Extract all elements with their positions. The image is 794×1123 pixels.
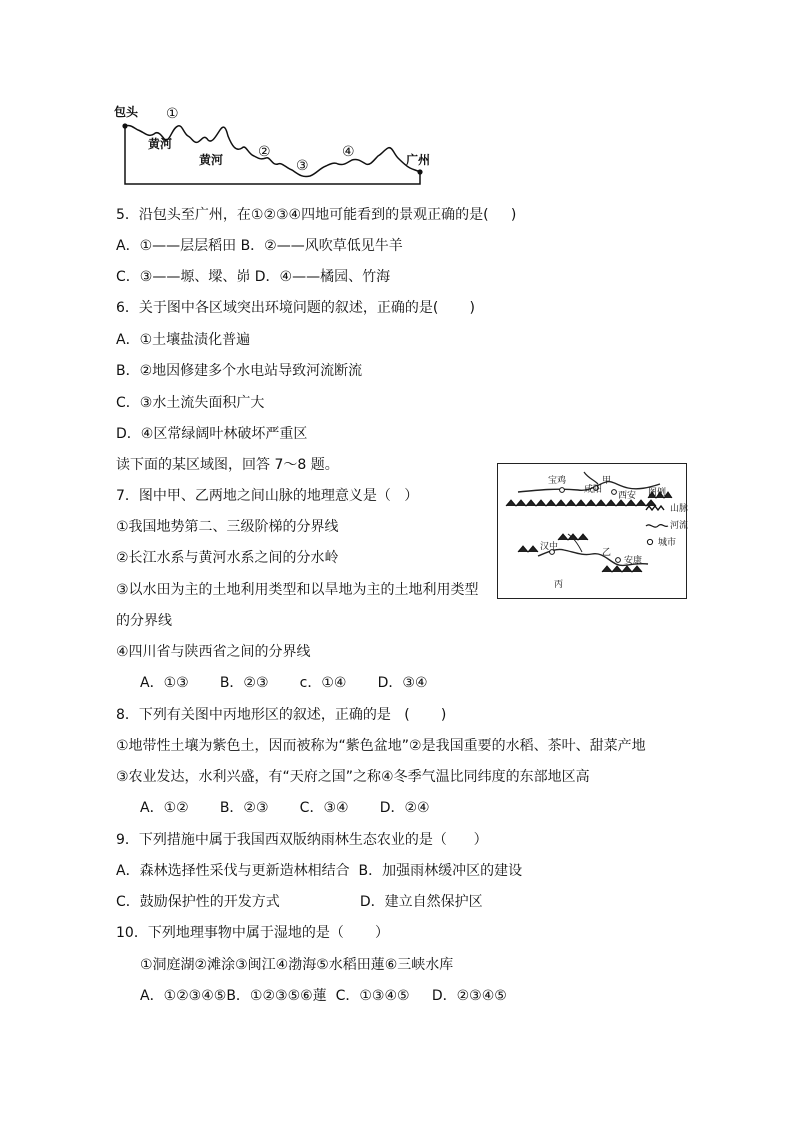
question-6-option-a: A．①土壤盐渍化普遍 bbox=[116, 332, 251, 348]
profile-label-point-2: ② bbox=[258, 144, 271, 160]
question-6-option-b: B．②地因修建多个水电站导致河流断流 bbox=[116, 363, 363, 379]
profile-label-point-3: ③ bbox=[296, 158, 309, 174]
question-9-option-ab: A．森林选择性采伐与更新造林相结合 B．加强雨林缓冲区的建设 bbox=[116, 863, 523, 879]
question-8-statements-2: ③农业发达，水利兴盛，有“天府之国”之称④冬季气温比同纬度的东部地区高 bbox=[116, 769, 590, 785]
question-8-stem: 8．下列有关图中丙地形区的叙述，正确的是 ( ) bbox=[116, 707, 447, 723]
question-6-option-c: C．③水土流失面积广大 bbox=[116, 395, 265, 411]
question-7-statement-3-cont: 的分界线 bbox=[116, 613, 172, 629]
city-label-baoji: 宝鸡 bbox=[548, 476, 567, 486]
question-7-statement-4: ④四川省与陕西省之间的分界线 bbox=[116, 644, 311, 660]
terrain-profile-figure bbox=[110, 104, 430, 190]
question-7-statement-3: ③以水田为主的土地利用类型和以旱地为主的土地利用类型 bbox=[116, 582, 479, 598]
question-6-option-d: D．④区常绿阔叶林破坏严重区 bbox=[116, 426, 308, 442]
question-5-option-ab: A．①——层层稻田 B．②——风吹草低见牛羊 bbox=[116, 238, 403, 254]
legend-city-label: 城市 bbox=[658, 538, 677, 548]
question-10-options: A．①②③④⑤B．①②③⑤⑥蓮 C．①③④⑤ D．②③④⑤ bbox=[140, 988, 507, 1004]
city-label-xian: 西安 bbox=[618, 491, 637, 501]
profile-label-point-1: ① bbox=[166, 106, 179, 122]
legend-title: 图例 bbox=[648, 488, 667, 498]
place-label-jia: 甲 bbox=[602, 476, 612, 486]
legend-river-label: 河流 bbox=[670, 521, 689, 531]
question-7-statement-1: ①我国地势第二、三级阶梯的分界线 bbox=[116, 519, 339, 535]
question-7-statement-2: ②长江水系与黄河水系之间的分水岭 bbox=[116, 550, 339, 566]
city-label-xianyang: 咸阳 bbox=[584, 485, 603, 495]
question-10-items: ①洞庭湖②滩涂③闽江④渤海⑤水稻田蓮⑥三峡水库 bbox=[140, 957, 454, 973]
profile-label-point-4: ④ bbox=[342, 144, 355, 160]
profile-label-huanghe-2: 黄河 bbox=[199, 153, 224, 167]
place-label-bing: 丙 bbox=[554, 580, 564, 590]
profile-label-baotou: 包头 bbox=[114, 105, 139, 119]
city-label-hanzhong: 汉中 bbox=[540, 542, 559, 552]
legend-mountain-label: 山脉 bbox=[670, 504, 689, 514]
profile-label-huanghe-1: 黄河 bbox=[148, 137, 173, 151]
question-7-options: A．①③ B．②③ c．①④ D．③④ bbox=[140, 675, 428, 691]
question-10-stem: 10．下列地理事物中属于湿地的是（ ） bbox=[116, 925, 389, 941]
question-8-options: A．①② B．②③ C．③④ D．②④ bbox=[140, 800, 430, 816]
question-6-stem: 6．关于图中各区域突出环境问题的叙述，正确的是( ) bbox=[116, 300, 475, 316]
place-label-yi: 乙 bbox=[602, 548, 612, 558]
city-label-ankang: 安康 bbox=[624, 556, 643, 566]
question-8-statements-1: ①地带性土壤为紫色土，因而被称为“紫色盆地”②是我国重要的水稻、茶叶、甜菜产地 bbox=[116, 738, 646, 754]
region-map bbox=[497, 463, 687, 599]
question-5-stem: 5．沿包头至广州，在①②③④四地可能看到的景观正确的是( ) bbox=[116, 207, 517, 223]
question-5-option-cd: C．③——塬、墚、峁 D．④——橘园、竹海 bbox=[116, 269, 391, 285]
profile-label-guangzhou: 广州 bbox=[406, 153, 431, 167]
question-9-option-cd: C．鼓励保护性的开发方式 D．建立自然保护区 bbox=[116, 894, 483, 910]
question-7-stem: 7．图中甲、乙两地之间山脉的地理意义是（ ） bbox=[116, 488, 419, 504]
question-9-stem: 9．下列措施中属于我国西双版纳雨林生态农业的是（ ） bbox=[116, 832, 488, 848]
reading-instruction: 读下面的某区域图，回答 7～8 题。 bbox=[116, 457, 339, 473]
